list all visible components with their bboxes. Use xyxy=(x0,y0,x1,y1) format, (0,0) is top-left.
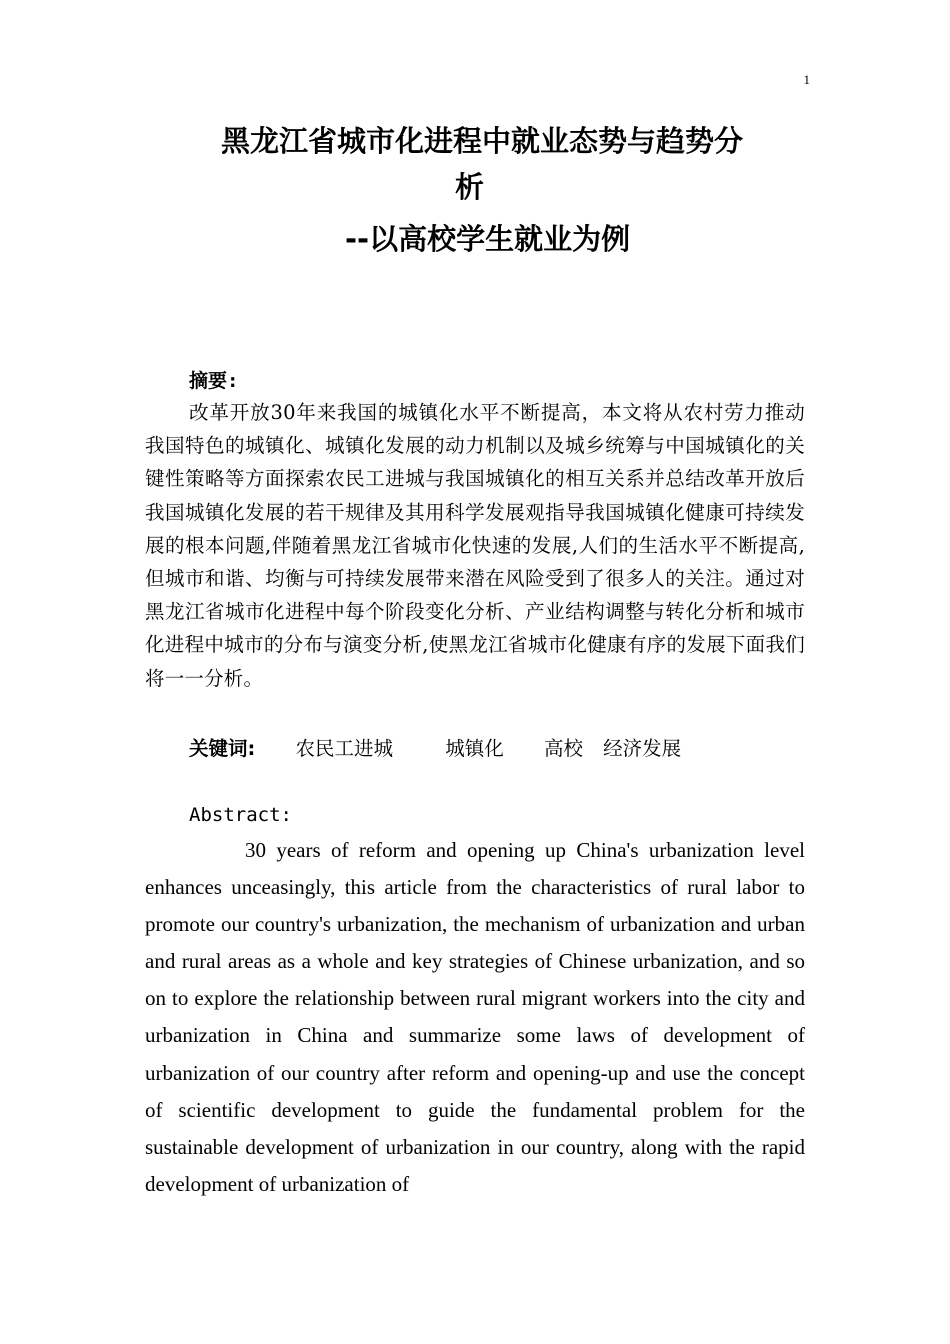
title-line-2: 析 xyxy=(455,170,485,204)
abstract-en-heading: Abstract: xyxy=(189,804,292,826)
page-number: 1 xyxy=(803,72,810,87)
title-line-1: 黑龙江省城市化进程中就业态势与趋势分 xyxy=(221,124,744,158)
abstract-cn-heading: 摘要: xyxy=(189,370,239,392)
abstract-cn-body: 改革开放30年来我国的城镇化水平不断提高，本文将从农村劳力推动我国特色的城镇化、城镇化发展的动力机制以及城乡统筹与中国城镇化的关键性策略等方面探索农民工进城与我国城镇化的相互关系并总结改革开放后我国城镇化发展的若干规律及其用科学发展观指导我国城镇化健康可持续发展的根本问题,伴随着黑龙江省城市化快速的发展,人们的生活水平不断提高,但城市和谐、均衡与可持续发展带来潜在风险受到了很多人的关注。通过对黑龙江省城市化进程中每个阶段变化分析、产业结构调整与转化分析和城市化进程中城市的分布与演变分析,使黑龙江省城市化健康有序的发展下面我们将一一分析。 xyxy=(145,401,805,690)
keyword-item: 农民工进城 xyxy=(295,737,394,760)
keyword-item: 经济发展 xyxy=(603,737,682,760)
abstract-en-body: 30 years of reform and opening up China's urbanization level enhances unceasingly, this article from the characteristics of rural labor to promote our country's urbanization, the mechanism of urbanization and urban and rural areas as a whole and key strategies of Chinese urbanization, and so on to explore the relationship between rural migrant workers into the city and urbanization in China and summarize some laws of development of urbanization of our country after reform and opening-up and use the concept of scientific development to guide the fundamental problem for the sustainable development of urbanization in our country, along with the rapid development of urbanization of xyxy=(145,838,805,1196)
keyword-item: 高校 xyxy=(543,737,583,760)
subtitle: --以高校学生就业为例 xyxy=(345,222,631,256)
keywords-label: 关键词: xyxy=(189,737,256,760)
keywords-line xyxy=(145,732,849,766)
keyword-item: 城镇化 xyxy=(445,737,504,760)
